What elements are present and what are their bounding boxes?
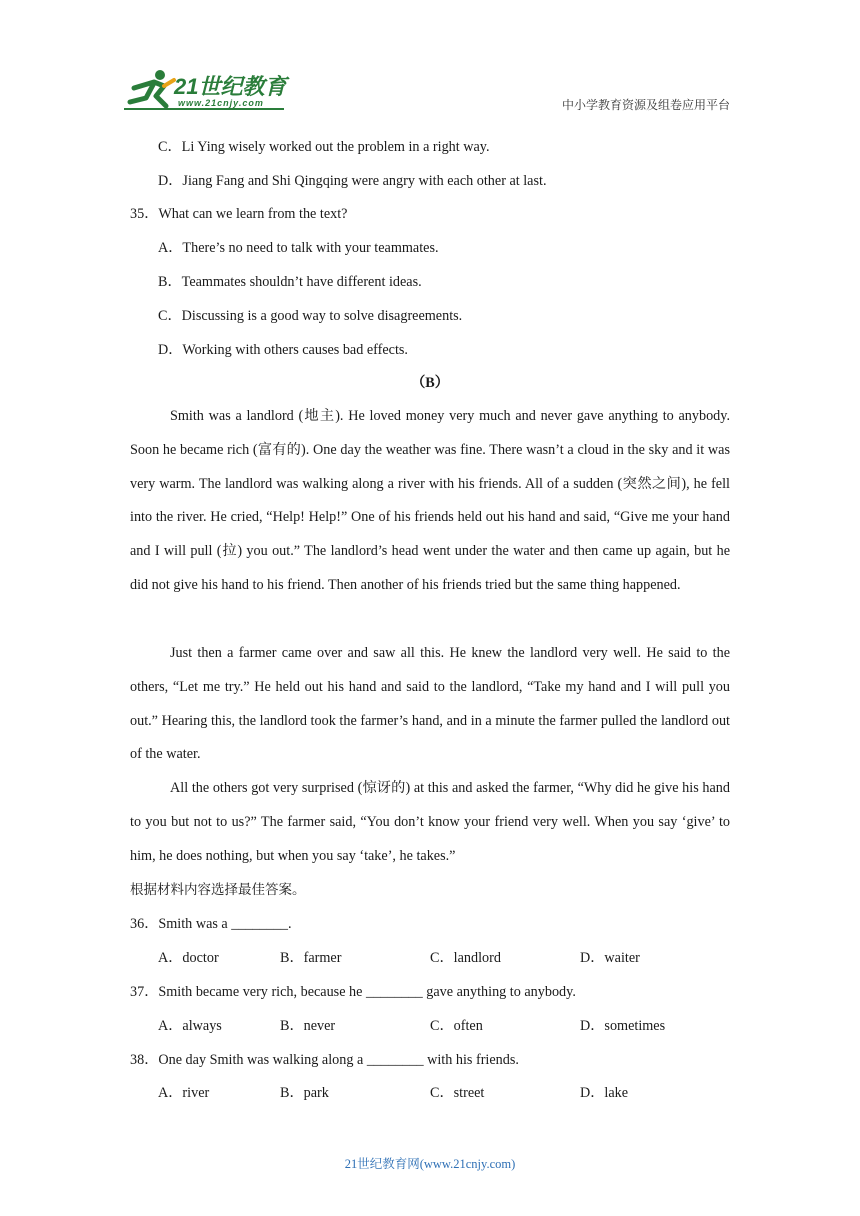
passage-paragraph-1: Smith was a landlord (地主). He loved money very much and never gave anything to anybody. Soon he became rich (富有的). One day the weather was fine. There wasn’t a cloud in the sky and it was very warm. The landlord was walking along a river with his friends. All of a sudden (突然之间), he fell into the river. He cried, “Help! Help!” One of his friends held out his hand and said, “Give me your hand and I will pull (拉) you out.” The landlord’s head went under the water and then came up again, but he did not give his hand to his friend. Then another of his friends tried but the same thing happened. <box>130 408 730 593</box>
option-36d: D．waiter <box>580 950 640 966</box>
logo-text: 21世纪教育 <box>174 74 287 99</box>
option-36b: B．farmer <box>280 950 342 966</box>
option-37d: D．sometimes <box>580 1018 666 1034</box>
option-37a: A．always <box>158 1018 222 1034</box>
option-38b: B．park <box>280 1085 329 1101</box>
option-34d: D．Jiang Fang and Shi Qingqing were angry with each other at last. <box>158 173 547 189</box>
page-header <box>0 0 860 130</box>
option-36c: C．landlord <box>430 950 501 966</box>
passage-paragraph-2: Just then a farmer came over and saw all this. He knew the landlord very well. He said to the others, “Let me try.” He held out his hand and said to the landlord, “Take my hand and I will pull you out.” Hearing this, the landlord took the farmer’s hand, and in a minute the farmer pulled the landlord out of the water. <box>130 645 730 763</box>
option-35b: B．Teammates shouldn’t have different ideas. <box>158 274 422 290</box>
option-37b: B．never <box>280 1018 336 1034</box>
platform-name: 中小学教育资源及组卷应用平台 <box>561 98 730 112</box>
instruction-text: 根据材料内容选择最佳答案。 <box>130 882 306 898</box>
passage-paragraph-3: All the others got very surprised (惊讶的) at this and asked the farmer, “Why did he give his hand to you but not to us?” The farmer said, “You don’t know your friend very well. When you say ‘give’ to him, he does nothing, but when you say ‘take’, he takes.” <box>130 780 730 864</box>
option-35a: A．There’s no need to talk with your teammates. <box>158 240 439 256</box>
option-34c: C．Li Ying wisely worked out the problem in a right way. <box>158 139 490 155</box>
option-36a: A．doctor <box>158 950 219 966</box>
runner-logo-icon <box>120 66 180 114</box>
site-logo <box>120 66 300 118</box>
section-heading: （B） <box>411 375 449 391</box>
option-38c: C．street <box>430 1085 485 1101</box>
logo-underline <box>124 108 284 110</box>
option-35d: D．Working with others causes bad effects. <box>158 342 408 358</box>
option-38d: D．lake <box>580 1085 629 1101</box>
logo-url: www.21cnjy.com <box>178 98 264 108</box>
page-footer: 21世纪教育网(www.21cnjy.com) <box>344 1157 516 1171</box>
option-35c: C．Discussing is a good way to solve disagreements. <box>158 308 463 324</box>
question-37: 37．Smith became very rich, because he ________ gave anything to anybody. <box>130 984 576 1000</box>
question-35: 35．What can we learn from the text? <box>130 206 348 222</box>
option-37c: C．often <box>430 1018 483 1034</box>
question-38: 38．One day Smith was walking along a ________ with his friends. <box>130 1052 519 1068</box>
question-36: 36．Smith was a ________. <box>130 916 292 932</box>
option-38a: A．river <box>158 1085 210 1101</box>
